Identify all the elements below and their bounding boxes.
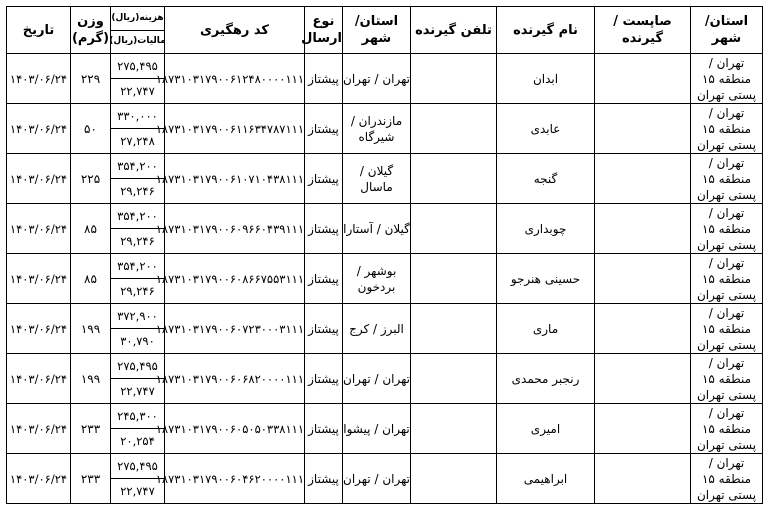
header-sender-city: استان/ شهر: [691, 7, 763, 54]
header-cost-label: هزینه(ریال): [111, 8, 164, 31]
sapost-cell: [595, 454, 691, 504]
header-recipient-phone: تلفن گیرنده: [411, 7, 497, 54]
dest-city-cell: تهران / تهران: [343, 54, 411, 104]
recipient-name-cell: گنجه: [497, 154, 595, 204]
sapost-cell: [595, 354, 691, 404]
sender-city-cell: تهران / منطقه ۱۵ پستی تهران: [691, 104, 763, 154]
sender-city-cell: تهران / منطقه ۱۵ پستی تهران: [691, 154, 763, 204]
sapost-cell: [595, 254, 691, 304]
tracking-code-cell: ۱۸۷۳۱۰۳۱۷۹۰۰۶۱۱۶۳۴۷۸۷۱۱۱: [165, 104, 305, 154]
weight-cell: ۸۵: [71, 204, 111, 254]
tracking-code-cell: ۱۸۷۳۱۰۳۱۷۹۰۰۶۰۸۶۶۷۵۵۳۱۱۱: [165, 254, 305, 304]
cost-value: ۳۵۴,۲۰۰: [111, 204, 164, 229]
recipient-phone-cell: [411, 304, 497, 354]
tax-value: ۲۷,۲۴۸: [120, 134, 155, 148]
cost-value: ۳۷۲,۹۰۰: [111, 304, 164, 329]
sapost-cell: [595, 104, 691, 154]
recipient-name-cell: عابدی: [497, 104, 595, 154]
sapost-cell: [595, 54, 691, 104]
sapost-cell: [595, 404, 691, 454]
tax-value: ۲۲,۷۴۷: [120, 484, 155, 498]
date-cell: ۱۴۰۳/۰۶/۲۴: [7, 154, 71, 204]
sender-city-cell: تهران / منطقه ۱۵ پستی تهران: [691, 354, 763, 404]
cost-value: ۲۷۵,۴۹۵: [111, 54, 164, 79]
header-date: تاریخ: [7, 7, 71, 54]
send-type-cell: پیشتاز: [305, 104, 343, 154]
recipient-name-cell: چوبداری: [497, 204, 595, 254]
dest-city-cell: تهران / تهران: [343, 354, 411, 404]
sender-city-cell: تهران / منطقه ۱۵ پستی تهران: [691, 54, 763, 104]
header-dest-city: استان/ شهر: [343, 7, 411, 54]
table-row: [7, 154, 763, 204]
tax-value: ۳۰,۷۹۰: [120, 334, 155, 348]
recipient-phone-cell: [411, 204, 497, 254]
recipient-phone-cell: [411, 54, 497, 104]
cost-value: ۲۷۵,۴۹۵: [111, 454, 164, 479]
tax-value: ۲۰,۲۵۴: [120, 434, 155, 448]
dest-city-cell: مازندران / شیرگاه: [343, 104, 411, 154]
recipient-phone-cell: [411, 154, 497, 204]
table-row: [7, 254, 763, 304]
sender-city-cell: تهران / منطقه ۱۵ پستی تهران: [691, 454, 763, 504]
date-cell: ۱۴۰۳/۰۶/۲۴: [7, 454, 71, 504]
recipient-phone-cell: [411, 104, 497, 154]
cost-value: ۲۷۵,۴۹۵: [111, 354, 164, 379]
send-type-cell: پیشتاز: [305, 254, 343, 304]
header-tax-label: مالیات(ریال): [109, 36, 166, 46]
shipment-table: [6, 6, 763, 504]
date-cell: ۱۴۰۳/۰۶/۲۴: [7, 304, 71, 354]
recipient-phone-cell: [411, 254, 497, 304]
date-cell: ۱۴۰۳/۰۶/۲۴: [7, 354, 71, 404]
tax-value: ۲۹,۲۴۶: [120, 284, 155, 298]
weight-cell: ۲۳۳: [71, 454, 111, 504]
recipient-phone-cell: [411, 454, 497, 504]
dest-city-cell: گیلان / ماسال: [343, 154, 411, 204]
tax-value: ۲۹,۲۴۶: [120, 234, 155, 248]
header-sapost: صاپست / گیرنده: [595, 7, 691, 54]
dest-city-cell: تهران / پیشوا: [343, 404, 411, 454]
recipient-name-cell: ابراهیمی: [497, 454, 595, 504]
tracking-code-cell: ۱۸۷۳۱۰۳۱۷۹۰۰۶۱۰۷۱۰۴۳۸۱۱۱: [165, 154, 305, 204]
weight-cell: ۲۲۵: [71, 154, 111, 204]
header-weight: وزن (گرم): [71, 7, 111, 54]
header-recipient-name: نام گیرنده: [497, 7, 595, 54]
header-cost: [111, 7, 165, 54]
recipient-name-cell: ابدان: [497, 54, 595, 104]
weight-cell: ۸۵: [71, 254, 111, 304]
tax-value: ۲۲,۷۴۷: [120, 384, 155, 398]
tracking-code-cell: ۱۸۷۳۱۰۳۱۷۹۰۰۶۱۲۴۸۰۰۰۰۱۱۱: [165, 54, 305, 104]
dest-city-cell: تهران / تهران: [343, 454, 411, 504]
weight-cell: ۲۳۳: [71, 404, 111, 454]
sender-city-cell: تهران / منطقه ۱۵ پستی تهران: [691, 404, 763, 454]
send-type-cell: پیشتاز: [305, 454, 343, 504]
date-cell: ۱۴۰۳/۰۶/۲۴: [7, 204, 71, 254]
table-row: [7, 404, 763, 454]
recipient-phone-cell: [411, 354, 497, 404]
sapost-cell: [595, 154, 691, 204]
tracking-code-cell: ۱۸۷۳۱۰۳۱۷۹۰۰۶۰۵۰۵۰۳۳۸۱۱۱: [165, 404, 305, 454]
header-send-type: نوع ارسال: [305, 7, 343, 54]
recipient-name-cell: ماری: [497, 304, 595, 354]
dest-city-cell: البرز / کرج: [343, 304, 411, 354]
sapost-cell: [595, 304, 691, 354]
tax-value: ۲۹,۲۴۶: [120, 184, 155, 198]
send-type-cell: پیشتاز: [305, 404, 343, 454]
weight-cell: ۲۲۹: [71, 54, 111, 104]
tracking-code-cell: ۱۸۷۳۱۰۳۱۷۹۰۰۶۰۹۶۶۰۴۳۹۱۱۱: [165, 204, 305, 254]
cost-value: ۳۵۴,۲۰۰: [111, 254, 164, 279]
tracking-code-cell: ۱۸۷۳۱۰۳۱۷۹۰۰۶۰۷۲۳۰۰۰۳۱۱۱: [165, 304, 305, 354]
table-row: [7, 54, 763, 104]
date-cell: ۱۴۰۳/۰۶/۲۴: [7, 104, 71, 154]
dest-city-cell: گیلان / آستارا: [343, 204, 411, 254]
table-row: [7, 354, 763, 404]
recipient-name-cell: حسینی هنرجو: [497, 254, 595, 304]
send-type-cell: پیشتاز: [305, 204, 343, 254]
recipient-phone-cell: [411, 404, 497, 454]
header-tracking-code: کد رهگیری: [165, 7, 305, 54]
recipient-name-cell: رنجبر محمدی: [497, 354, 595, 404]
dest-city-cell: بوشهر / بردخون: [343, 254, 411, 304]
recipient-name-cell: امیری: [497, 404, 595, 454]
table-row: [7, 204, 763, 254]
send-type-cell: پیشتاز: [305, 154, 343, 204]
header-row: [7, 7, 763, 54]
weight-cell: ۵۰: [71, 104, 111, 154]
send-type-cell: پیشتاز: [305, 54, 343, 104]
tracking-code-cell: ۱۸۷۳۱۰۳۱۷۹۰۰۶۰۶۸۲۰۰۰۰۱۱۱: [165, 354, 305, 404]
cost-value: ۳۵۴,۲۰۰: [111, 154, 164, 179]
table-row: [7, 454, 763, 504]
sender-city-cell: تهران / منطقه ۱۵ پستی تهران: [691, 254, 763, 304]
date-cell: ۱۴۰۳/۰۶/۲۴: [7, 254, 71, 304]
weight-cell: ۱۹۹: [71, 354, 111, 404]
tracking-code-cell: ۱۸۷۳۱۰۳۱۷۹۰۰۶۰۴۶۲۰۰۰۰۱۱۱: [165, 454, 305, 504]
table-row: [7, 304, 763, 354]
sender-city-cell: تهران / منطقه ۱۵ پستی تهران: [691, 204, 763, 254]
cost-value: ۲۴۵,۳۰۰: [111, 404, 164, 429]
table-row: [7, 104, 763, 154]
send-type-cell: پیشتاز: [305, 354, 343, 404]
date-cell: ۱۴۰۳/۰۶/۲۴: [7, 404, 71, 454]
cost-value: ۳۳۰,۰۰۰: [111, 104, 164, 129]
sender-city-cell: تهران / منطقه ۱۵ پستی تهران: [691, 304, 763, 354]
sapost-cell: [595, 204, 691, 254]
send-type-cell: پیشتاز: [305, 304, 343, 354]
weight-cell: ۱۹۹: [71, 304, 111, 354]
tax-value: ۲۲,۷۴۷: [120, 84, 155, 98]
shipment-table-container: [6, 6, 757, 504]
date-cell: ۱۴۰۳/۰۶/۲۴: [7, 54, 71, 104]
